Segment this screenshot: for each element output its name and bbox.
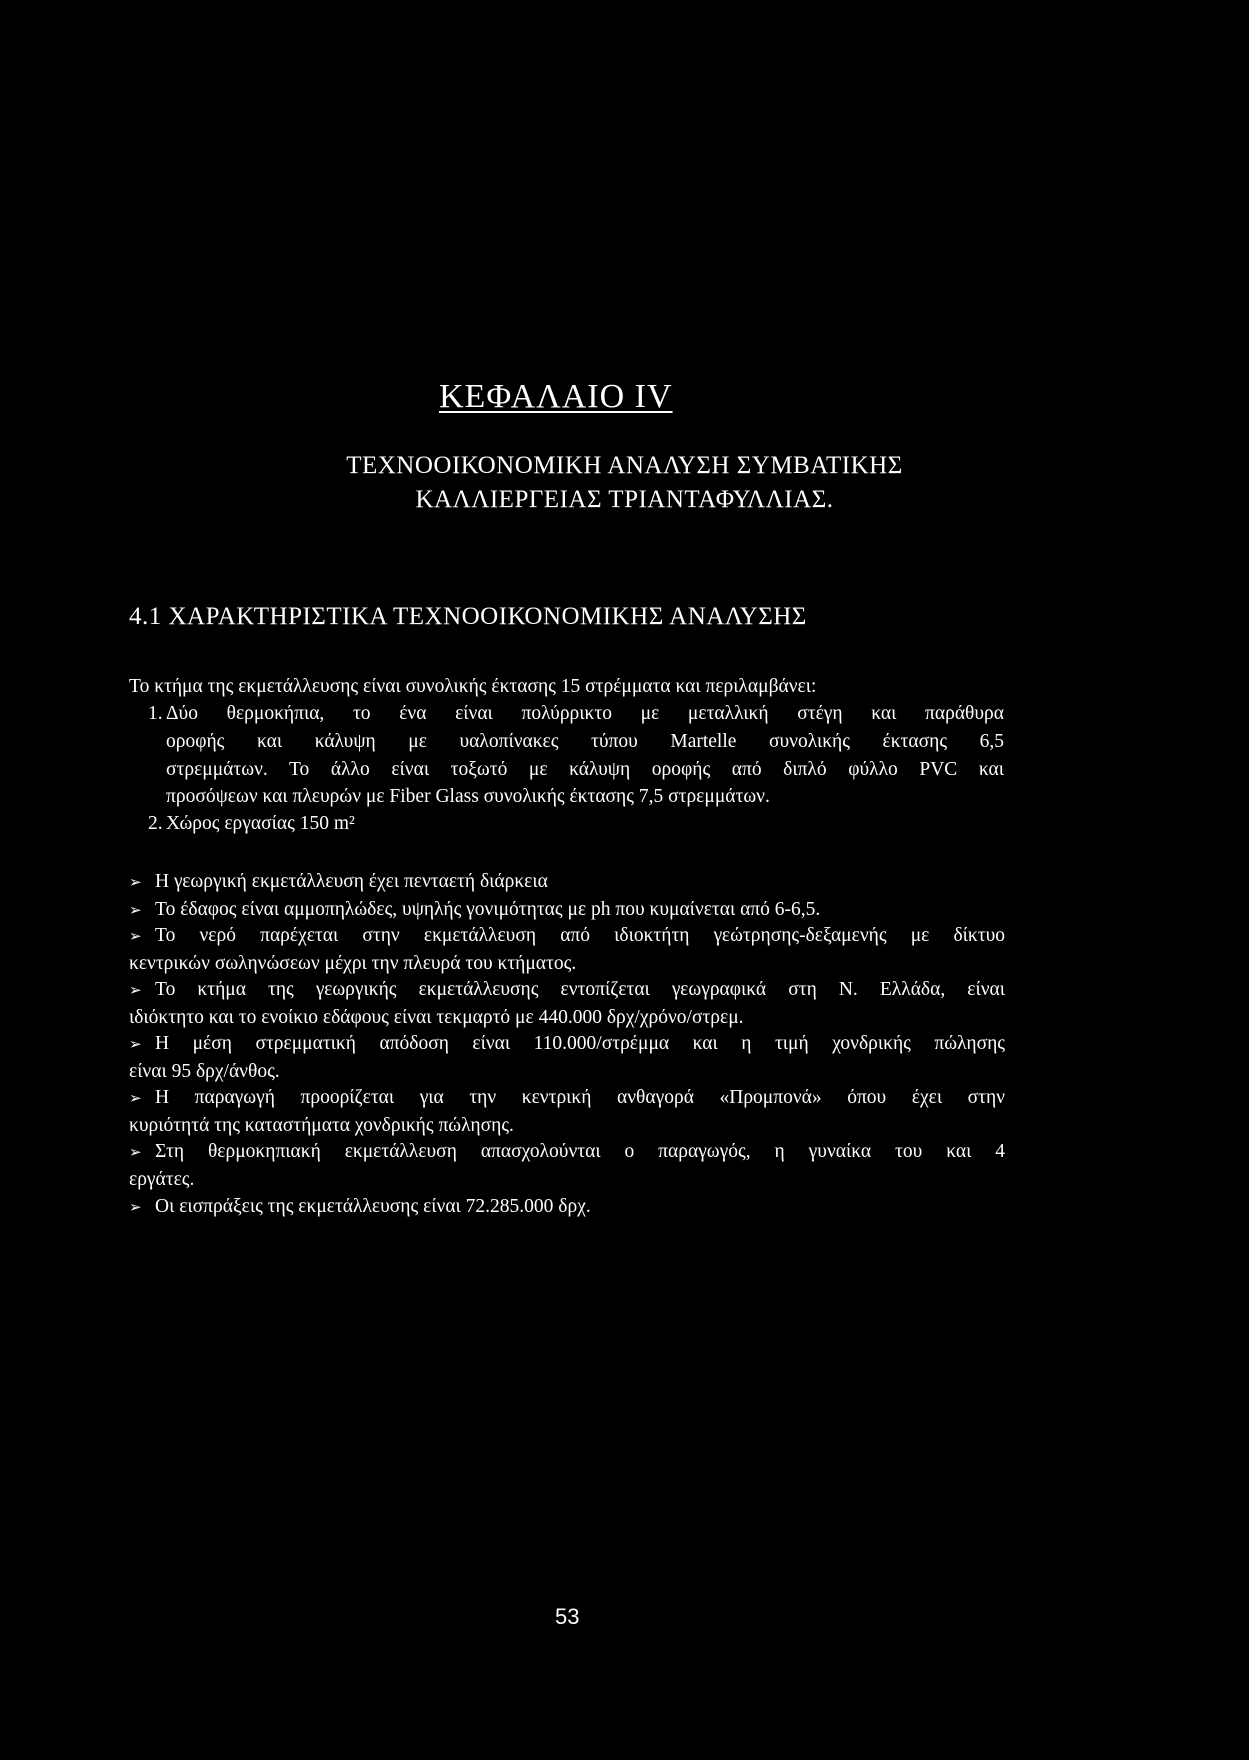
numbered-item-2-text: Χώρος εργασίας 150 m² (166, 813, 355, 834)
bullet-item-4-line-2: ιδιόκτητο και το ενοίκιο εδάφους είναι τεκμαρτό με 440.000 δρχ/χρόνο/στρεμ. (129, 1007, 744, 1028)
bullet-item-7-line-2: εργάτες. (129, 1169, 195, 1190)
bullet-item-4-line-1 (129, 978, 1005, 1002)
bullet-item-2 (129, 898, 820, 922)
arrow-bullet-icon: ➢ (129, 901, 142, 919)
chapter-title: ΚΕΦΑΛΑΙΟ IV (439, 378, 673, 415)
numbered-item-2-number: 2. (148, 813, 163, 834)
numbered-item-1-line-1 (148, 702, 1004, 726)
bullet-item-3-text: Το νερό παρέχεται στην εκμετάλλευση από ιδιοκτήτη γεώτρησης-δεξαμενής με δίκτυο (155, 925, 1005, 946)
bullet-item-2-text: Το έδαφος είναι αμμοπηλώδες, υψηλής γονιμότητας με ph που κυμαίνεται από 6-6,5. (155, 899, 821, 920)
numbered-item-2 (148, 812, 355, 836)
chapter-subtitle-line-2: ΚΑΛΛΙΕΡΓΕΙΑΣ ΤΡΙΑΝΤΑΦΥΛΛΙΑΣ. (415, 486, 834, 513)
chapter-subtitle-line-1: ΤΕΧΝΟΟΙΚΟΝΟΜΙΚΗ ΑΝΑΛΥΣΗ ΣΥΜΒΑΤΙΚΗΣ (346, 452, 903, 479)
numbered-item-1-line-4: προσόψεων και πλευρών με Fiber Glass συνολικής έκτασης 7,5 στρεμμάτων. (166, 786, 770, 807)
bullet-item-6-text: Η παραγωγή προορίζεται για την κεντρική ανθαγορά «Προμπονά» όπου έχει στην (155, 1087, 1005, 1108)
bullet-item-7-text: Στη θερμοκηπιακή εκμετάλλευση απασχολούνται ο παραγωγός, η γυναίκα του και 4 (155, 1141, 1005, 1162)
bullet-item-5-line-2: είναι 95 δρχ/άνθος. (129, 1061, 280, 1082)
bullet-item-1 (129, 870, 548, 894)
arrow-bullet-icon: ➢ (129, 1089, 142, 1107)
arrow-bullet-icon: ➢ (129, 1143, 142, 1161)
bullet-item-6-line-1 (129, 1086, 1005, 1110)
bullet-item-6-line-2: κυριότητά της καταστήματα χονδρικής πώλησης. (129, 1115, 514, 1136)
arrow-bullet-icon: ➢ (129, 1198, 142, 1216)
page-number: 53 (555, 1604, 580, 1629)
numbered-item-1-line-2: οροφής και κάλυψη με υαλοπίνακες τύπου Martelle συνολικής έκτασης 6,5 (166, 731, 1004, 752)
bullet-item-8 (129, 1195, 591, 1219)
bullet-item-8-text: Οι εισπράξεις της εκμετάλλευσης είναι 72.285.000 δρχ. (155, 1196, 591, 1217)
intro-paragraph: Το κτήμα της εκμετάλλευσης είναι συνολικής έκτασης 15 στρέμματα και περιλαμβάνει: (129, 676, 817, 697)
arrow-bullet-icon: ➢ (129, 873, 142, 891)
numbered-item-1-text: Δύο θερμοκήπια, το ένα είναι πολύρρικτο με μεταλλική στέγη και παράθυρα (166, 703, 1004, 724)
numbered-item-1-number: 1. (148, 703, 163, 724)
bullet-item-5-text: Η μέση στρεμματική απόδοση είναι 110.000/στρέμμα και η τιμή χονδρικής πώλησης (155, 1033, 1005, 1054)
numbered-item-1-line-3: στρεμμάτων. Το άλλο είναι τοξωτό με κάλυψη οροφής από διπλό φύλλο PVC και (166, 759, 1004, 780)
bullet-item-3-line-1 (129, 924, 1005, 948)
bullet-item-5-line-1 (129, 1032, 1005, 1056)
arrow-bullet-icon: ➢ (129, 927, 142, 945)
arrow-bullet-icon: ➢ (129, 1035, 142, 1053)
bullet-item-1-text: Η γεωργική εκμετάλλευση έχει πενταετή διάρκεια (155, 871, 548, 892)
section-heading: 4.1 ΧΑΡΑΚΤΗΡΙΣΤΙΚΑ ΤΕΧΝΟΟΙΚΟΝΟΜΙΚΗΣ ΑΝΑΛΥΣΗΣ (129, 603, 807, 630)
arrow-bullet-icon: ➢ (129, 981, 142, 999)
bullet-item-3-line-2: κεντρικών σωληνώσεων μέχρι την πλευρά του κτήματος. (129, 953, 577, 974)
bullet-item-7-line-1 (129, 1140, 1005, 1164)
bullet-item-4-text: Το κτήμα της γεωργικής εκμετάλλευσης εντοπίζεται γεωγραφικά στη Ν. Ελλάδα, είναι (155, 979, 1005, 1000)
